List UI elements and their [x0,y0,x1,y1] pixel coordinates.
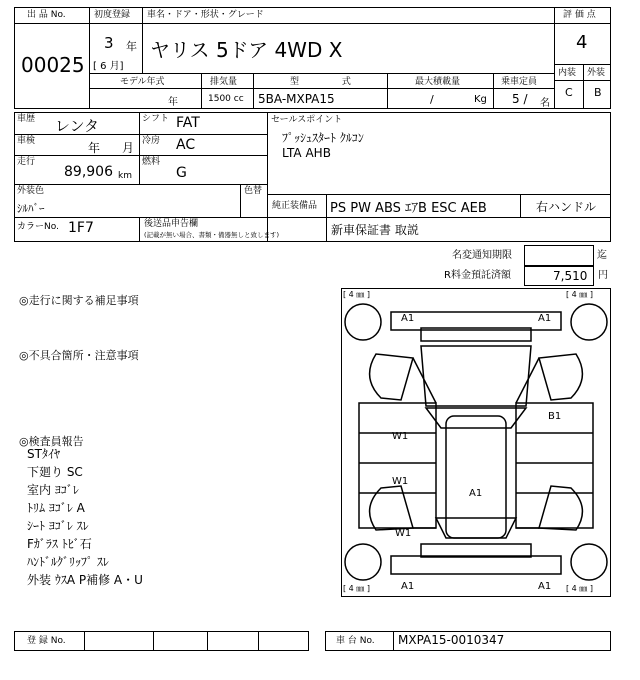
divider [520,194,521,217]
damage-mark-rear-right: A1 [538,581,552,592]
damage-mark-left-quarter: W1 [395,528,412,539]
divider [387,73,388,109]
recycle-label: R料金預託済額 [444,270,511,281]
interior-grade: C [565,86,573,99]
type-value: 5BA-MXPA15 [258,92,335,106]
divider [393,631,394,651]
inspector-line: STﾀｲﾔ [27,447,60,461]
inspection-year-unit: 年 [88,141,101,155]
divider [153,631,154,651]
inspector-line: Fｶﾞﾗｽ ﾄﾋﾞ石 [27,537,92,551]
sales-points-line1: ﾌﾟｯｼｭｽﾀｰﾄ ｸﾙｺﾝ [282,131,364,145]
shift-label: シフト [142,114,170,124]
divider [201,73,202,109]
damage-mark-front-left: A1 [401,313,415,324]
max-load-unit: Kg [474,94,487,105]
divider [14,155,267,156]
capacity-value: 5 / [512,92,528,106]
history-value: レンタ [55,117,100,135]
max-load-label: 最大積載量 [415,77,461,87]
max-load-value: / [430,93,434,106]
damage-mark-left-door-rear: W1 [392,476,409,487]
color-no-label: カラーNo. [17,222,59,232]
chassis-value: MXPA15-0010347 [398,633,505,647]
tire-depth-rear-right: [ 4 ㎜ ] [566,584,593,593]
divider [89,23,554,24]
divider [14,217,611,218]
score-label: 評 価 点 [563,10,596,20]
first-reg-month: [ 6 月] [93,61,124,72]
divider [258,631,259,651]
sales-points-label: セールスポイント [271,115,343,125]
sales-points-line2: LTA AHB [282,146,331,160]
car-name-label: 車名・ドア・形状・グレード [147,10,264,20]
wheel-front-right [571,304,607,340]
reg-no-label: 登 録 No. [27,636,66,646]
year-unit: 年 [126,40,137,53]
tire-depth-front-right: [ 4 ㎜ ] [566,290,593,299]
inspector-line: ｼｰﾄ ﾖｺﾞﾚ ｽﾚ [27,519,89,533]
history-label: 車歴 [17,114,36,124]
mileage-label: 走行 [17,157,36,167]
tire-depth-front-left: [ 4 ㎜ ] [343,290,370,299]
divider [583,64,584,109]
type-label: 型 式 [290,77,351,87]
divider [89,88,554,89]
exterior-grade: B [594,86,602,99]
rear-garnish [421,544,531,557]
mileage-unit: km [118,171,132,181]
ac-value: AC [176,137,196,153]
divider [14,134,267,135]
displacement: 1500 cc [208,94,244,104]
damage-mark-left-door-front: W1 [392,431,409,442]
divider [493,73,494,109]
score: 4 [576,32,588,53]
color-label: 外装色 [17,186,45,196]
ac-label: 冷房 [142,136,161,146]
divider [207,631,208,651]
interior-label: 内装 [558,68,577,78]
damage-mark-rear-left: A1 [401,581,415,592]
wheel-rear-left [345,544,381,580]
exterior-label: 外装 [587,68,606,78]
lot-no-label: 出 品 No. [27,10,66,20]
inspector-line: ﾄﾘﾑ ﾖｺﾞﾚ A [27,501,85,515]
steering-value: 右ハンドル [536,200,597,214]
hood [421,346,531,406]
tire-depth-rear-left: [ 4 ㎜ ] [343,584,370,593]
wheel-front-left [345,304,381,340]
defects-title: ◎不具合箇所・注意事項 [19,349,139,362]
inspector-line: 外装 ｳｽA P補修 A・U [27,573,143,587]
shift-value: FAT [176,115,200,131]
divider [326,194,327,242]
capacity-label: 乗車定員 [501,77,538,87]
right-front-fender [539,354,582,400]
recycle-value: 7,510 [553,269,588,283]
inspector-title: ◎検査員報告 [19,435,84,448]
equipment-label: 純正装備品 [272,201,318,211]
wheel-rear-right [571,544,607,580]
windshield [426,408,526,428]
lot-no: 00025 [21,53,85,77]
divider [14,23,89,24]
left-side-panels [359,403,436,528]
damage-mark-front-right: A1 [538,313,552,324]
divider [267,194,611,195]
name-change-suffix: 迄 [597,250,607,261]
damage-mark-roof: A1 [469,488,483,499]
fuel-label: 燃料 [142,157,161,167]
chassis-label: 車 台 No. [336,636,375,646]
repaint-label: 色替 [244,186,263,196]
color-no-value: 1F7 [68,220,94,236]
running-remarks-title: ◎走行に関する補足事項 [19,294,139,307]
inspector-line: 室内 ﾖｺﾞﾚ [27,483,79,497]
inspector-line: 下廻り SC [27,465,83,479]
car-name: ヤリス 5ドア 4WD X [150,38,343,62]
recycle-unit: 円 [598,270,608,281]
damage-mark-right-fender: B1 [548,411,562,422]
name-change-label: 名変通知期限 [452,250,512,261]
name-change-box [524,245,594,266]
docs-label: 後送品申告欄 [144,219,199,229]
displacement-label: 排気量 [210,77,238,87]
first-reg-label: 初度登録 [94,10,131,20]
color-value: ｼﾙﾊﾞｰ [17,202,45,215]
docs-value: 新車保証書 取説 [331,223,419,237]
inspection-month-unit: 月 [122,141,135,155]
divider [139,217,140,242]
divider [89,73,554,74]
divider [240,184,241,217]
car-outline-diagram [341,288,611,597]
divider [14,184,267,185]
inspection-label: 車検 [17,136,36,146]
docs-note: (記載が無い場合、書類・備器無しと致します) [144,231,280,239]
model-year-label: モデル年式 [120,77,165,87]
inspector-line: ﾊﾝﾄﾞﾙｸﾞﾘｯﾌﾟ ｽﾚ [27,555,109,569]
divider [142,7,143,73]
left-front-fender [370,354,413,400]
divider [267,112,268,242]
first-reg-year: 3 [104,34,114,52]
divider [139,112,140,184]
model-year-unit: 年 [168,97,178,108]
roof [446,416,506,538]
equipment-value: PS PW ABS ｴｱB ESC AEB [330,201,487,216]
divider [84,631,85,651]
divider [253,73,254,109]
fuel-value: G [176,165,187,181]
divider [554,23,611,24]
capacity-unit: 名 [540,98,550,109]
mileage-value: 89,906 [64,164,113,180]
rear-bumper [391,556,561,574]
